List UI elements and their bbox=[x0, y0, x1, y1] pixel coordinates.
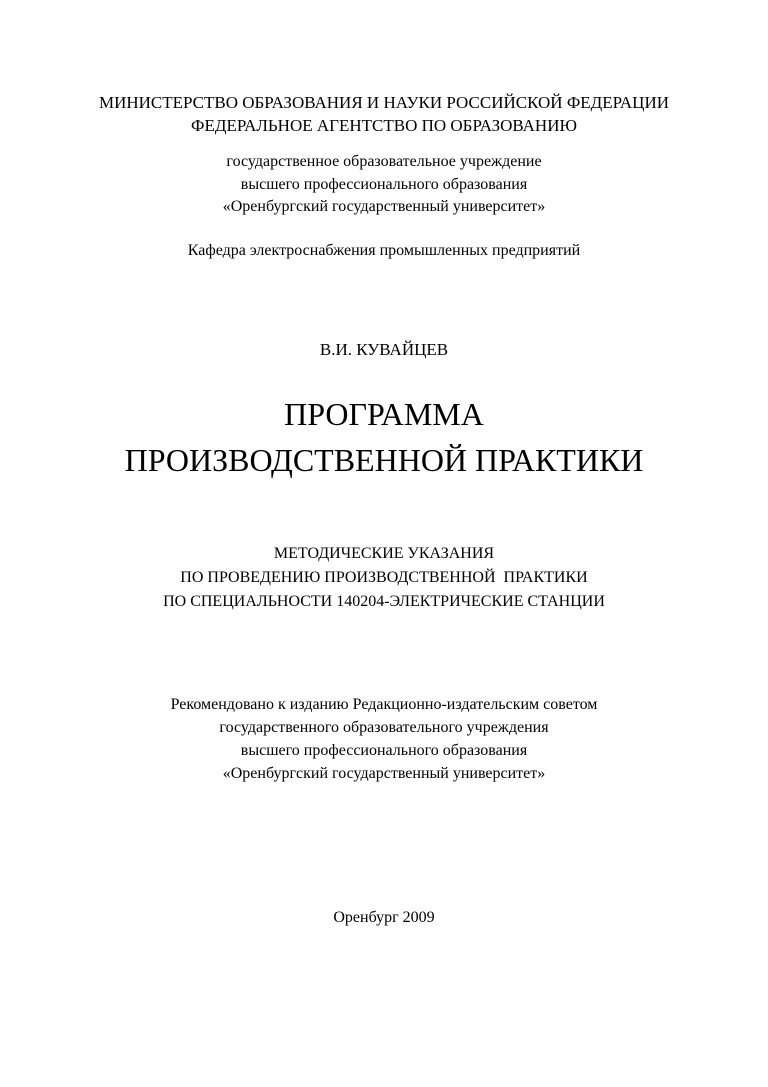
subtitle-line-3: ПО СПЕЦИАЛЬНОСТИ 140204-ЭЛЕКТРИЧЕСКИЕ СТАНЦИИ bbox=[163, 593, 605, 610]
agency-header: ФЕДЕРАЛЬНОЕ АГЕНТСТВО ПО ОБРАЗОВАНИЮ bbox=[191, 116, 577, 135]
document-title-line-1: ПРОГРАММА bbox=[284, 396, 484, 432]
institution-line-2: высшего профессионального образования bbox=[240, 176, 528, 193]
recommendation-line-2: государственного образовательного учреждения bbox=[219, 719, 549, 736]
author-name: В.И. КУВАЙЦЕВ bbox=[319, 340, 449, 359]
department-name: Кафедра электроснабжения промышленных предприятий bbox=[187, 242, 581, 259]
place-and-year: Оренбург 2009 bbox=[333, 909, 435, 926]
institution-line-3: «Оренбургский государственный университет» bbox=[222, 198, 546, 215]
recommendation-line-3: высшего профессионального образования bbox=[240, 742, 528, 759]
document-title-line-2: ПРОИЗВОДСТВЕННОЙ ПРАКТИКИ bbox=[124, 442, 644, 478]
recommendation-line-4: «Оренбургский государственный университет» bbox=[222, 765, 546, 782]
subtitle-line-2: ПО ПРОВЕДЕНИЮ ПРОИЗВОДСТВЕННОЙ ПРАКТИКИ bbox=[180, 569, 588, 586]
subtitle-line-1: МЕТОДИЧЕСКИЕ УКАЗАНИЯ bbox=[273, 545, 495, 562]
institution-line-1: государственное образовательное учреждение bbox=[226, 153, 542, 170]
ministry-header: МИНИСТЕРСТВО ОБРАЗОВАНИЯ И НАУКИ РОССИЙСКОЙ ФЕДЕРАЦИИ bbox=[98, 93, 670, 112]
recommendation-line-1: Рекомендовано к изданию Редакционно-издательским советом bbox=[170, 696, 598, 713]
